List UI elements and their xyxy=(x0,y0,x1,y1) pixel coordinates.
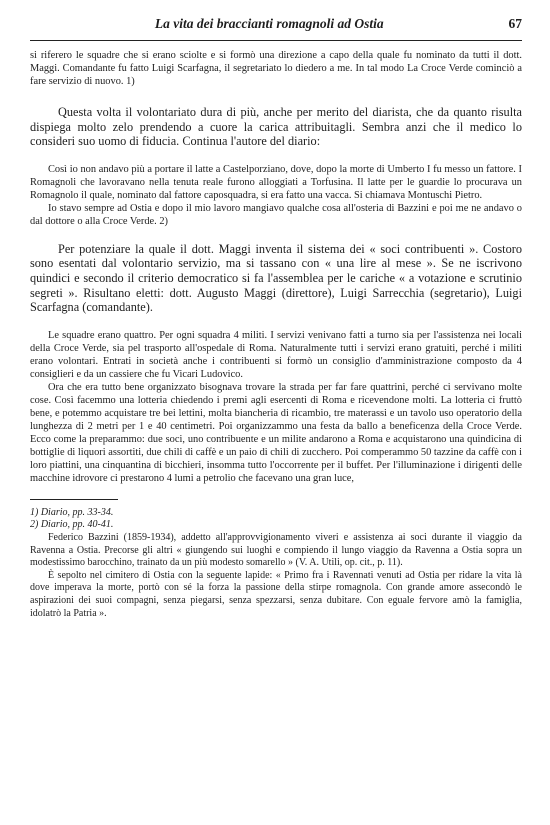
running-header xyxy=(30,16,522,41)
footnote xyxy=(30,519,522,532)
diary-quote: Io stavo sempre ad Ostia e dopo il mio lavoro mangiavo qualche cosa all'osteria di Bazzini e poi me ne andavo o dal dottore o alla Croce Verde. 2) xyxy=(30,202,522,227)
quote-continuation: si riferero le squadre che si erano sciolte e si formò una direzione a capo della quale fu nominato da tutti il dott. Maggi. Comandante fu fatto Luigi Scarfagna, il segretariato lo diedero a me. In tal modo La Croce Verde cominciò a fare servizio di nuovo. 1) xyxy=(30,50,522,87)
footnote xyxy=(30,507,522,520)
diary-quote: Le squadre erano quattro. Per ogni squadra 4 militi. I servizi venivano fatti a turno sia per l'assistenza nei locali della Croce Verde, sia pel trasporto all'ospedale di Roma. Naturalmente tutti i servizi erano gratuiti, perché i militi erano volontari. Entrati in società anche i contribuenti si formò un consiglio d'amministrazione composto da 4 consiglieri e da un cassiere che fu Vicari Ludovico. xyxy=(30,329,522,380)
narrative-paragraph: Per potenziare la quale il dott. Maggi inventa il sistema dei « soci contribuenti ». Costoro sono esentati dal volontario servizio, ma si tassano con « una lire al mese ». Se ne iscrivono quindici e secondo il criterio democratico si fa l'assemblea per le cariche « a votazione e scrutinio segreti ». Risultano eletti: dott. Augusto Maggi (direttore), Luigi Sarrecchia (segretario), Luigi Scarfagna (comandante). xyxy=(30,241,522,315)
footnote-text: È sepolto nel cimitero di Ostia con la seguente lapide: « Primo fra i Ravennati venuti ad Ostia per ridare la vita là dove imperava la morte, portò con sé la forza la passione della stirpe romagnola. Con grande amore assecondò le aspirazioni dei suoi compagni, senza piegarsi, senza spezzarsi, senza dubitare. Con eguale fervore amò la famiglia, idolatrò la Patria ». xyxy=(30,569,522,619)
narrative-paragraph: Questa volta il volontariato dura di più, anche per merito del diarista, che da quanto risulta dispiega molto zelo prendendo a cuore la carica attribuitagli. Sembra anzi che il medico lo consideri suo uomo di fiducia. Continua l'autore del diario: xyxy=(30,105,522,149)
footnote-ref: 2) Diario, pp. 40-41. xyxy=(30,519,114,531)
footnote-ref: 1) Diario, pp. 33-34. xyxy=(30,506,114,518)
running-title: La vita dei braccianti romagnoli ad Ostia xyxy=(154,16,384,31)
book-page xyxy=(30,16,522,620)
diary-quote: Ora che era tutto bene organizzato bisognava trovare la strada per far fare quattrini, perché ci servivano molte cose. Così facemmo una lotteria chiedendo i premi agli esercenti di Roma e ricevendone molti. La lotteria ci fruttò bene, e potemmo acquistare tre bei lettini, molta biancheria di ricambio, tre materassi e un tavolo uso operatorio della lunghezza di 2 metri per 1 e 40 centimetri. Poi organizzammo una festa da ballo a beneficenza della Croce Verde. Ecco come la preparammo: due soci, uno contribuente e un milite andarono a Roma e acquistarono una quindicina di bottiglie di liquori assortiti, due chili di caffè e un paio di chili di zucchero. Poi comperammo 50 tazzine da caffè con i loro piattini, una cinquantina di bicchieri, insomma tutto l'occorrente per il buffet. Per l'illuminazione i dirigenti delle macchine idrovore ci prestarono 4 lumi a petrolio che facevano una gran luce, xyxy=(30,381,522,484)
diary-quote: Così io non andavo più a portare il latte a Castelporziano, dove, dopo la morte di Umberto I fu messo un fattore. I Romagnoli che lavoravano nella tenuta reale furono alloggiati a Torfusina. Il latte per le guardie lo procurava un Romagnolo il quale, nominato dal fattore caposquadra, si era fatto una vacca. Si chiamava Montuschi Pietro. xyxy=(30,163,522,201)
page-number: 67 xyxy=(508,16,522,31)
footnote-rule xyxy=(30,499,118,500)
footnote-text: Federico Bazzini (1859-1934), addetto all'approvvigionamento viveri e assistenza ai soci durante il viaggio da Ravenna a Ostia. Precorse gli altri « giungendo sui luoghi e compiendo il lungo viaggio da Ravenna a Ostia sopra un modestissimo barocchino, trainato da un più modesto somarello » (V. A. Utili, op. cit., p. 11). xyxy=(30,531,522,569)
